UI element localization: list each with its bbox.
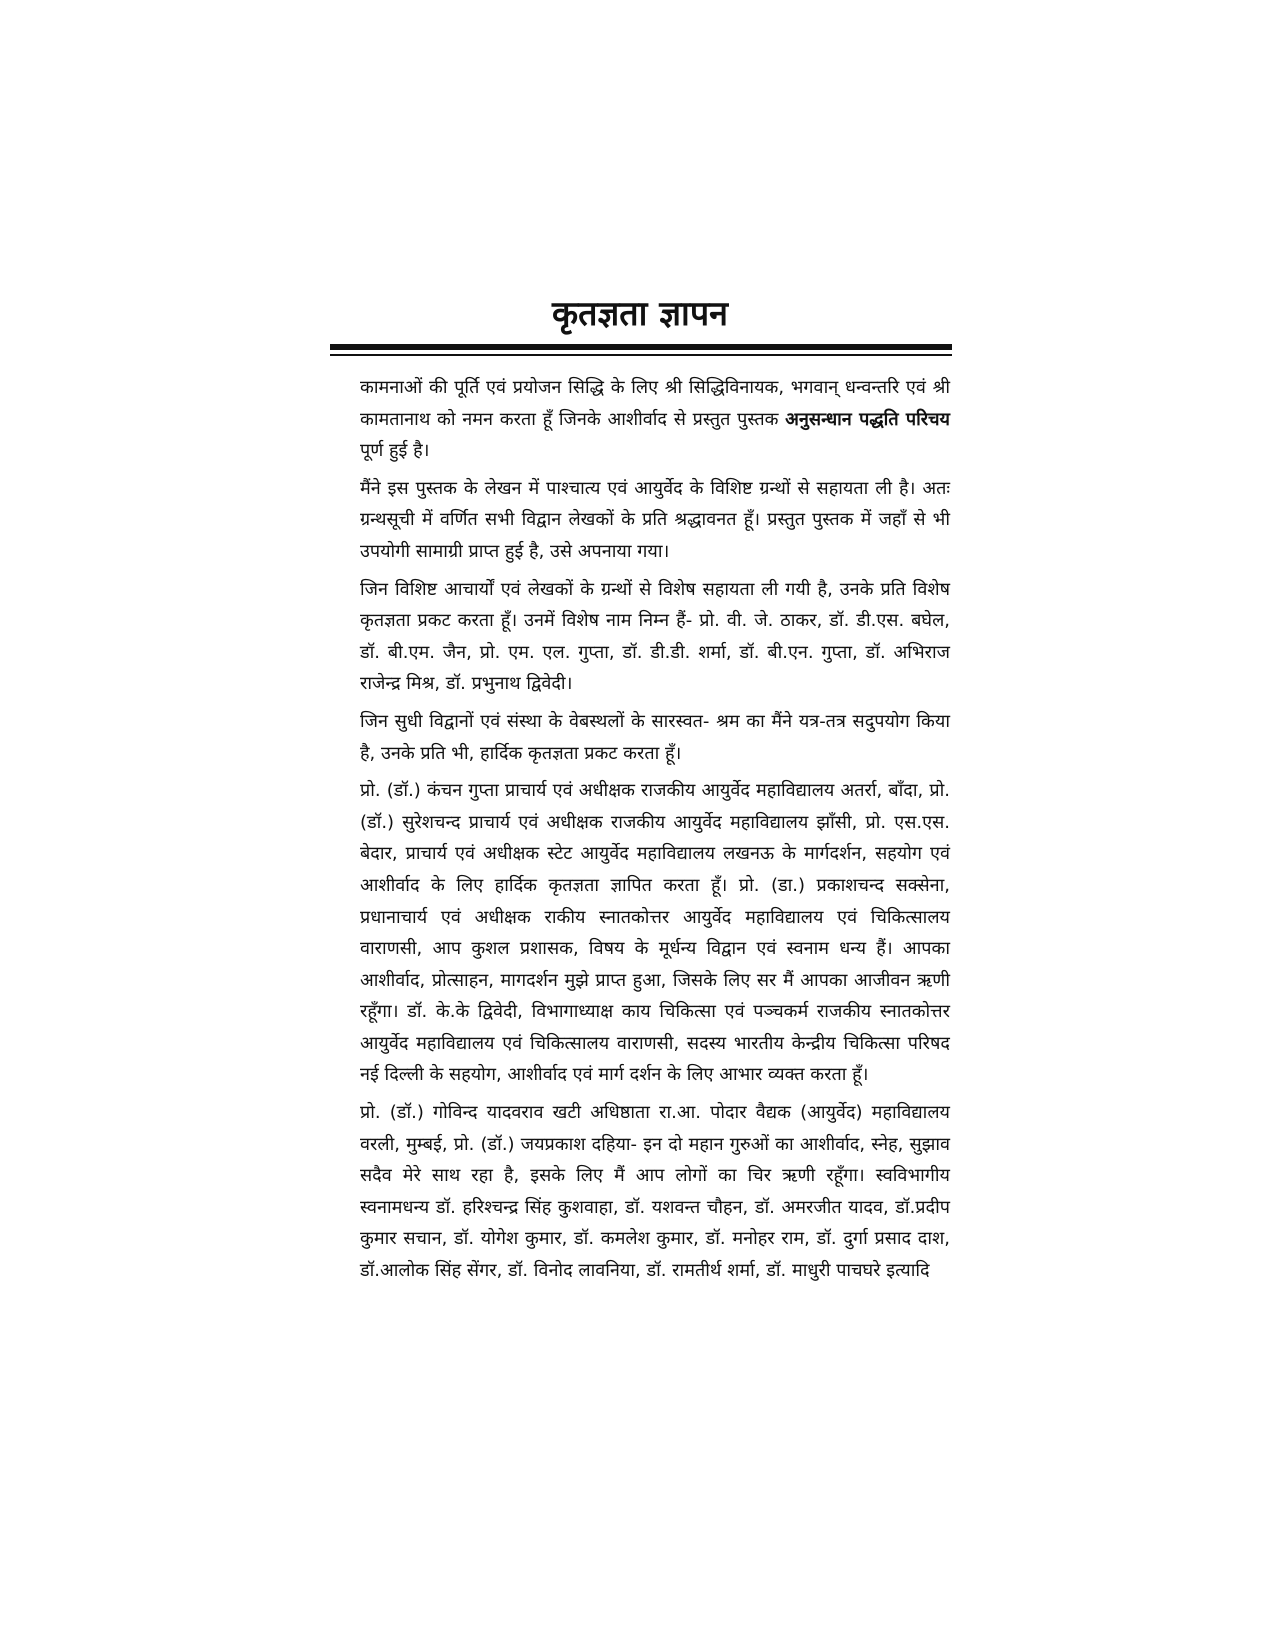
- book-title: अनुसन्धान पद्धति परिचय: [785, 408, 950, 430]
- title-underline-thin: [330, 354, 952, 356]
- paragraph-authors: जिन विशिष्ट आचार्यों एवं लेखकों के ग्रन्थों से विशेष सहायता ली गयी है, उनके प्रति विशेष कृतज्ञता प्रकट करता हूँ। उनमें विशेष नाम निम्न हैं- प्रो. वी. जे. ठाकर, डॉ. डी.एस. बघेल, डॉ. बी.एम. जैन, प्रो. एम. एल. गुप्ता, डॉ. डी.डी. शर्मा, डॉ. बी.एन. गुप्ता, डॉ. अभिराज राजेन्द्र मिश्र, डॉ. प्रभुनाथ द्विवेदी।: [360, 578, 950, 695]
- paragraph-teachers: प्रो. (डॉ.) गोविन्द यादवराव खटी अधिष्ठाता रा.आ. पोदार वैद्यक (आयुर्वेद) महाविद्यालय वरली, मुम्बई, प्रो. (डॉ.) जयप्रकाश दहिया- इन दो महान गुरुओं का आशीर्वाद, स्नेह, सुझाव सदैव मेरे साथ रहा है, इसके लिए मैं आप लोगों का चिर ऋणी रहूँगा। स्वविभागीय स्वनामधन्य डॉ. हरिश्चन्द्र सिंह कुशवाहा, डॉ. यशवन्त चौहन, डॉ. अमरजीत यादव, डॉ.प्रदीप कुमार सचान, डॉ. योगेश कुमार, डॉ. कमलेश कुमार, डॉ. मनोहर राम, डॉ. दुर्गा प्रसाद दाश, डॉ.आलोक सिंह सेंगर, डॉ. विनोद लावनिया, डॉ. रामतीर्थ शर्मा, डॉ. माधुरी पाचघरे इत्यादि: [360, 1102, 950, 1282]
- paragraph-invocation: [360, 372, 950, 467]
- paragraph-sources: मैंने इस पुस्तक के लेखन में पाश्चात्य एवं आयुर्वेद के विशिष्ट ग्रन्थों से सहायता ली है। अतः ग्रन्थसूची में वर्णित सभी विद्वान लेखकों के प्रति श्रद्धावनत हूँ। प्रस्तुत पुस्तक में जहाँ से भी उपयोगी सामाग्री प्राप्त हुई है, उसे अपनाया गया।: [360, 477, 950, 562]
- paragraph-invocation-text: कामनाओं की पूर्ति एवं प्रयोजन सिद्धि के लिए श्री सिद्धिविनायक, भगवान् धन्वन्तरि एवं श्री कामतानाथ को नमन करता हूँ जिनके आशीर्वाद से प्रस्तुत पुस्तक: [360, 377, 950, 430]
- paragraph-invocation-end: पूर्ण हुई है।: [360, 440, 430, 462]
- paragraph-principals: प्रो. (डॉ.) कंचन गुप्ता प्राचार्य एवं अधीक्षक राजकीय आयुर्वेद महाविद्यालय अतर्रा, बाँदा, प्रो. (डॉ.) सुरेशचन्द प्राचार्य एवं अधीक्षक राजकीय आयुर्वेद महाविद्यालय झाँसी, प्रो. एस.एस. बेदार, प्राचार्य एवं अधीक्षक स्टेट आयुर्वेद महाविद्यालय लखनऊ के मार्गदर्शन, सहयोग एवं आशीर्वाद के लिए हार्दिक कृतज्ञता ज्ञापित करता हूँ। प्रो. (डा.) प्रकाशचन्द सक्सेना, प्रधानाचार्य एवं अधीक्षक राकीय स्नातकोत्तर आयुर्वेद महाविद्यालय एवं चिकित्सालय वाराणसी, आप कुशल प्रशासक, विषय के मूर्धन्य विद्वान एवं स्वनाम धन्य हैं। आपका आशीर्वाद, प्रोत्साहन, मागदर्शन मुझे प्राप्त हुआ, जिसके लिए सर मैं आपका आजीवन ऋणी रहूँगा। डॉ. के.के द्विवेदी, विभागाध्याक्ष काय चिकित्सा एवं पञ्चकर्म राजकीय स्नातकोत्तर आयुर्वेद महाविद्यालय एवं चिकित्सालय वाराणसी, सदस्य भारतीय केन्द्रीय चिकित्सा परिषद नई दिल्ली के सहयोग, आशीर्वाद एवं मार्ग दर्शन के लिए आभार व्यक्त करता हूँ।: [360, 780, 950, 1086]
- paragraph-websites: जिन सुधी विद्वानों एवं संस्था के वेबस्थलों के सारस्वत- श्रम का मैंने यत्र-तत्र सदुपयोग किया है, उनके प्रति भी, हार्दिक कृतज्ञता प्रकट करता हूँ।: [360, 710, 950, 764]
- page-title: कृतज्ञता ज्ञापन: [551, 294, 729, 334]
- body-text: [360, 372, 950, 1293]
- title-underline-thick: [330, 344, 952, 350]
